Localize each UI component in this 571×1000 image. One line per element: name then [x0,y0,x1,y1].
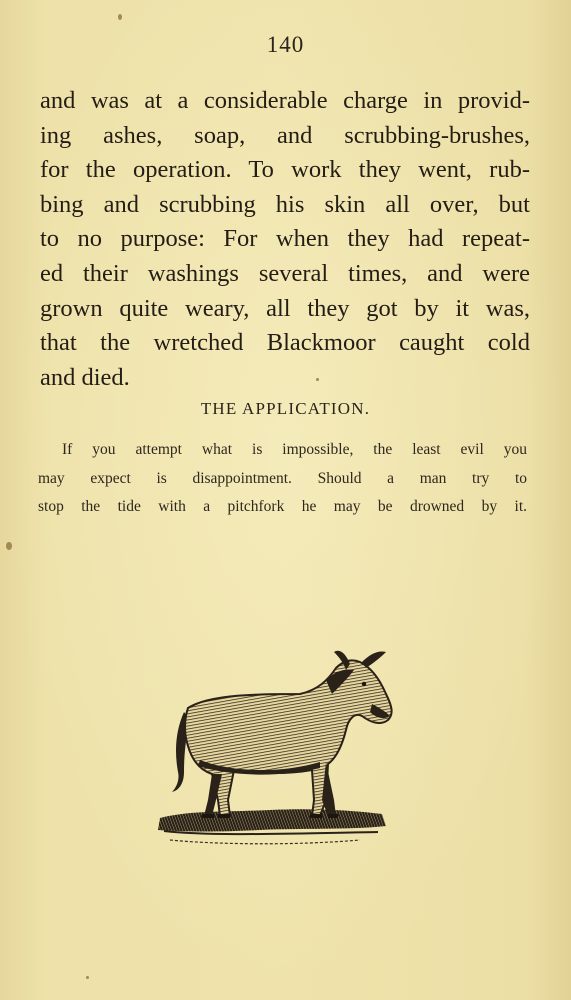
text-line: that the wretched Blackmoor caught cold [40,329,530,357]
paper-speck [118,14,122,20]
text-line: grown quite weary, all they got by it was, [40,294,530,322]
text-line: and was at a considerable charge in provid- [40,87,530,114]
application-heading: THE APPLICATION. [200,399,371,418]
page-number: 140 [266,32,305,57]
application-line: If you attempt what is impossible, the least evil you [62,441,527,458]
paper-speck [316,378,319,381]
paper-speck [6,542,12,550]
paper-speck [86,976,89,979]
fable-text [40,84,530,395]
text-line: bing and scrubbing his skin all over, but [40,190,530,218]
application-line: stop the tide with a pitchfork he may be drowned by it. [38,498,527,515]
text-line: and died. [40,363,130,391]
application-text [38,436,527,522]
text-line: to no purpose: For when they had repeat- [40,225,530,253]
text-line: for the operation. To work they went, rub- [40,156,530,184]
donkey-woodcut-icon [150,650,410,860]
text-line: ed their washings several times, and were [40,259,530,287]
text-line: ing ashes, soap, and scrubbing-brushes, [40,121,530,149]
application-line: may expect is disappointment. Should a man try to [38,469,527,487]
